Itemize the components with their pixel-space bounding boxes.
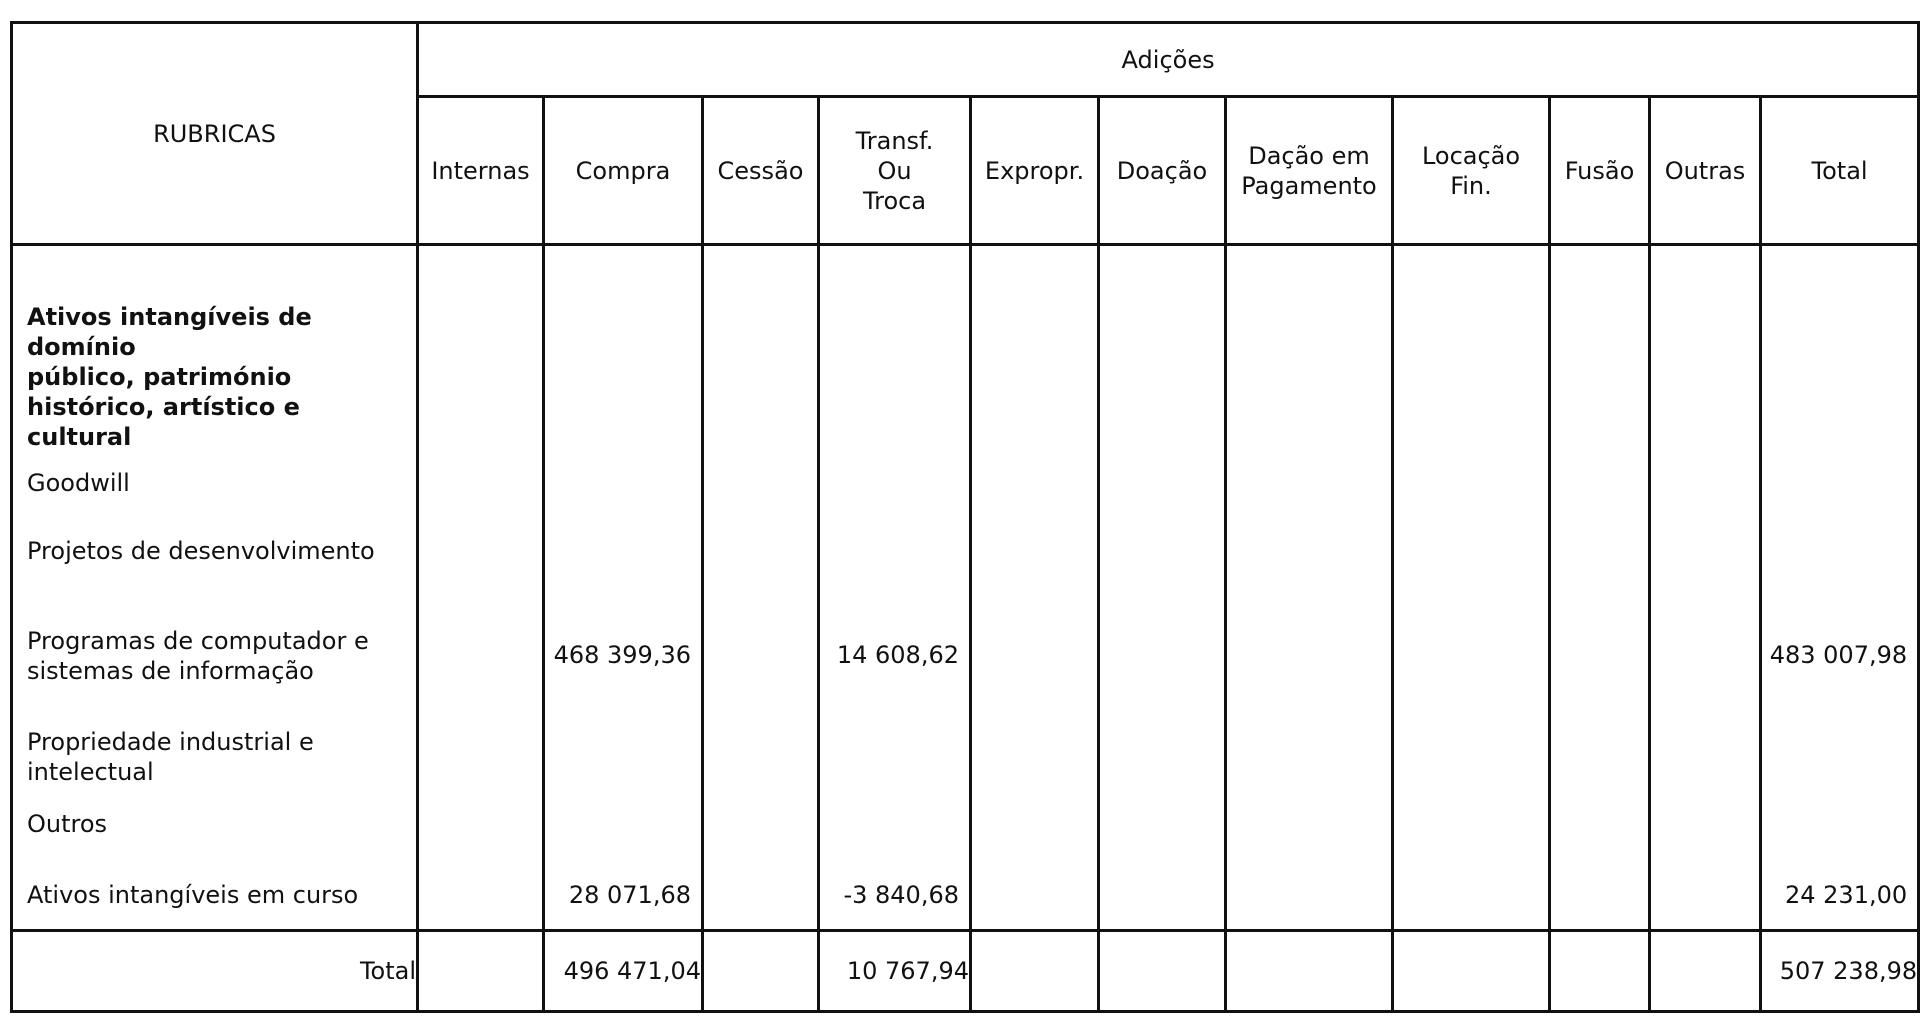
cessao-column xyxy=(703,245,819,931)
row-label-outros: Outros xyxy=(27,810,108,838)
col-header-doacao: Doação xyxy=(1099,97,1226,245)
intangible-assets-additions-table xyxy=(10,21,1920,1013)
row-label-em-curso: Ativos intangíveis em curso xyxy=(27,881,359,909)
total-total-cell: 507 238,98 xyxy=(1761,931,1919,1012)
col-header-transf-line1: Transf. xyxy=(855,126,934,155)
row-label-line: Ativos intangíveis de domínio xyxy=(27,303,312,361)
row-label-line: Propriedade industrial e xyxy=(27,728,314,756)
rubricas-column xyxy=(12,245,418,931)
total-internas-cell xyxy=(418,931,544,1012)
total-locacao-cell xyxy=(1393,931,1550,1012)
totals-label: Total xyxy=(12,931,418,1012)
col-header-cessao: Cessão xyxy=(703,97,819,245)
total-transf-cell: 10 767,94 xyxy=(819,931,971,1012)
total-expropr-cell xyxy=(971,931,1099,1012)
row-label-projetos: Projetos de desenvolvimento xyxy=(27,537,375,565)
col-header-total: Total xyxy=(1761,97,1919,245)
col-header-transf-line3: Troca xyxy=(862,186,927,215)
col-header-dacao xyxy=(1226,97,1393,245)
cell-programas-total: 483 007,98 xyxy=(1769,641,1908,669)
adicoes-header: Adições xyxy=(418,23,1919,97)
expropr-column xyxy=(971,245,1099,931)
total-doacao-cell xyxy=(1099,931,1226,1012)
row-label-line: intelectual xyxy=(27,758,154,786)
row-label-programas xyxy=(27,626,408,686)
totals-row xyxy=(12,931,1919,1012)
col-header-outras: Outras xyxy=(1650,97,1761,245)
col-header-expropr: Expropr. xyxy=(971,97,1099,245)
row-label-line: Programas de computador e xyxy=(27,627,369,655)
col-header-locacao xyxy=(1393,97,1550,245)
internas-column xyxy=(418,245,544,931)
row-label-propriedade xyxy=(27,727,408,787)
cell-em-curso-transf: -3 840,68 xyxy=(843,881,959,909)
doacao-column xyxy=(1099,245,1226,931)
col-header-internas: Internas xyxy=(418,97,544,245)
col-header-transf xyxy=(819,97,971,245)
outras-column xyxy=(1650,245,1761,931)
col-header-transf-line2: Ou xyxy=(877,156,912,185)
dacao-column xyxy=(1226,245,1393,931)
col-header-locacao-line2: Fin. xyxy=(1450,171,1492,200)
compra-column xyxy=(544,245,703,931)
cell-programas-transf: 14 608,62 xyxy=(836,641,959,669)
fusao-column xyxy=(1550,245,1650,931)
total-compra-cell: 496 471,04 xyxy=(544,931,703,1012)
locacao-column xyxy=(1393,245,1550,931)
rubricas-header: RUBRICAS xyxy=(12,23,418,245)
col-header-compra: Compra xyxy=(544,97,703,245)
total-column xyxy=(1761,245,1919,931)
col-header-fusao: Fusão xyxy=(1550,97,1650,245)
cell-programas-compra: 468 399,36 xyxy=(553,641,691,669)
row-label-goodwill: Goodwill xyxy=(27,469,130,497)
row-label-line: histórico, artístico e cultural xyxy=(27,393,300,451)
cell-em-curso-total: 24 231,00 xyxy=(1784,881,1908,909)
row-label-line: sistemas de informação xyxy=(27,657,314,685)
additions-document xyxy=(10,21,1920,1013)
row-label-line: público, património xyxy=(27,363,292,391)
total-outras-cell xyxy=(1650,931,1761,1012)
col-header-locacao-line1: Locação xyxy=(1421,141,1521,170)
row-label-ativos-dominio-publico xyxy=(27,302,408,452)
total-fusao-cell xyxy=(1550,931,1650,1012)
total-cessao-cell xyxy=(703,931,819,1012)
col-header-dacao-line2: Pagamento xyxy=(1241,171,1377,200)
total-dacao-cell xyxy=(1226,931,1393,1012)
transf-column xyxy=(819,245,971,931)
cell-em-curso-compra: 28 071,68 xyxy=(568,881,691,909)
col-header-dacao-line1: Dação em xyxy=(1248,141,1370,170)
